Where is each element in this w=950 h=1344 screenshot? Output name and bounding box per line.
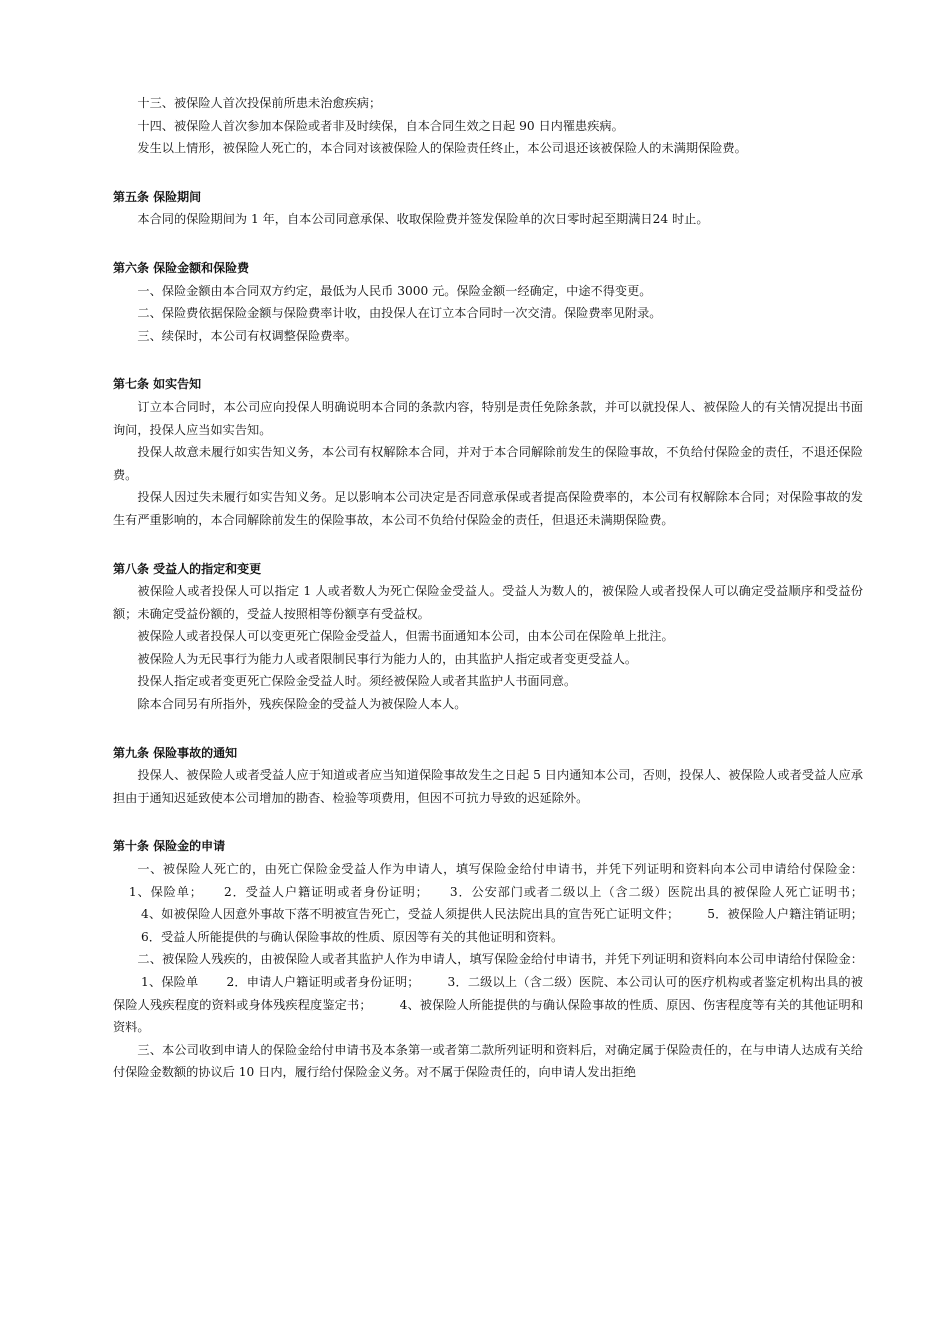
article-10-item-1 xyxy=(113,858,863,948)
article-10-item-2-doc-3: 3．二级以上（含二级）医院、本公司认可的医疗机构或者鉴定机构出具的被保险人残疾程度的资料或身体残疾程度鉴定书； xyxy=(113,975,863,1012)
article-7-paragraph-3: 投保人因过失未履行如实告知义务。足以影响本公司决定是否同意承保或者提高保险费率的，本公司有权解除本合同；对保险事故的发生有严重影响的，本合同解除前发生的保险事故，本公司不负给付保险金的责任，但退还未满期保险费。 xyxy=(113,490,863,527)
article-10-item-1-doc-3: 3．公安部门或者二级以上（含二级）医院出具的被保险人死亡证明书； xyxy=(449,884,863,899)
article-10-item-2-doc-2: 2．申请人户籍证明或者身份证明； xyxy=(226,975,420,989)
article-7-paragraph-2: 投保人故意未履行如实告知义务，本公司有权解除本合同，并对于本合同解除前发生的保险事故，不负给付保险金的责任，不退还保险费。 xyxy=(113,445,863,482)
article-8-paragraph-2: 被保险人或者投保人可以变更死亡保险金受益人，但需书面通知本公司，由本公司在保险单上批注。 xyxy=(137,629,674,644)
article-10-item-2-text: 二、被保险人残疾的，由被保险人或者其监护人作为申请人，填写保险金给付申请书，并凭下列证明和资料向本公司申请给付保险金： xyxy=(137,952,863,967)
article-10-heading: 第十条 保险金的申请 xyxy=(113,839,226,854)
article-7-paragraph-1: 订立本合同时，本公司应向投保人明确说明本合同的条款内容，特别是责任免除条款，并可以就投保人、被保险人的有关情况提出书面询问，投保人应当如实告知。 xyxy=(113,399,863,437)
article-8-paragraph-5: 除本合同另有所指外，残疾保险金的受益人为被保险人本人。 xyxy=(137,697,467,712)
article-5-paragraph-1: 本合同的保险期间为 1 年，自本公司同意承保、收取保险费并签发保险单的次日零时起至期满日24 时止。 xyxy=(137,212,709,227)
article-10-item-1-doc-4: 4、如被保险人因意外事故下落不明被宣告死亡，受益人须提供人民法院出具的宣告死亡证明文件； xyxy=(141,907,680,922)
article-10-item-1-text: 一、被保险人死亡的，由死亡保险金受益人作为申请人，填写保险金给付申请书，并凭下列证明和资料向本公司申请给付保险金： xyxy=(137,862,863,877)
article-10-item-1-doc-1: 1、保险单； xyxy=(128,884,202,899)
article-10-item-1-doc-5: 5．被保险人户籍注销证明； xyxy=(707,907,863,922)
article-8-heading: 第八条 受益人的指定和变更 xyxy=(113,561,262,576)
article-10-item-3: 三、本公司收到申请人的保险金给付申请书及本条第一或者第二款所列证明和资料后，对确定属于保险责任的，在与申请人达成有关给付保险金数额的协议后 10 日内，履行给付保险金义务。对不属于保险责任的，向申请人发出拒绝 xyxy=(113,1042,863,1080)
article-8-paragraph-4: 投保人指定或者变更死亡保险金受益人时。须经被保险人或者其监护人书面同意。 xyxy=(137,674,577,689)
article-9-heading: 第九条 保险事故的通知 xyxy=(113,745,238,760)
article-10-item-2-doc-4: 4、被保险人所能提供的与确认保险事故的性质、原因、伤害程度等有关的其他证明和资料。 xyxy=(113,997,864,1035)
article-8-paragraph-3: 被保险人为无民事行为能力人或者限制民事行为能力人的，由其监护人指定或者变更受益人。 xyxy=(137,651,638,666)
article-9-paragraph-1: 投保人、被保险人或者受益人应于知道或者应当知道保险事故发生之日起 5 日内通知本公司，否则，投保人、被保险人或者受益人应承担由于通知迟延致使本公司增加的勘杳、检验等项费用，但因不可抗力导致的迟延除外。 xyxy=(113,768,863,805)
article-8-paragraph-1: 被保险人或者投保人可以指定 1 人或者数人为死亡保险金受益人。受益人为数人的，被保险人或者投保人可以确定受益顺序和受益份额；未确定受益份额的，受益人按照相等份额享有受益权。 xyxy=(113,584,863,621)
article-10-item-1-doc-2: 2．受益人户籍证明或者身份证明； xyxy=(223,884,428,899)
article-10-item-2-doc-1: 1、保险单 xyxy=(141,975,199,989)
article-6-paragraph-1: 一、保险金额由本合同双方约定，最低为人民币 3000 元。保险金额一经确定，中途不得变更。 xyxy=(137,283,652,298)
article-10-item-2 xyxy=(113,948,863,1038)
article-6-paragraph-2: 二、保险费依据保险金额与保险费率计收，由投保人在订立本合同时一次交清。保险费率见附录。 xyxy=(137,306,662,321)
article-7-heading: 第七条 如实告知 xyxy=(113,377,202,392)
document-page xyxy=(113,92,863,1084)
article-5-heading: 第五条 保险期间 xyxy=(113,189,202,204)
intro-paragraph-2: 十四、被保险人首次参加本保险或者非及时续保，自本合同生效之日起 90 日内罹患疾病。 xyxy=(137,118,624,133)
article-6-paragraph-3: 三、续保时，本公司有权调整保险费率。 xyxy=(137,328,357,343)
intro-paragraph-3: 发生以上情形，被保险人死亡的，本合同对该被保险人的保险责任终止，本公司退还该被保险人的未满期保险费。 xyxy=(137,141,747,156)
intro-paragraph-1: 十三、被保险人首次投保前所患未治愈疾病； xyxy=(137,96,382,110)
article-6-heading: 第六条 保险金额和保险费 xyxy=(113,260,250,275)
article-10-item-1-doc-6: 6．受益人所能提供的与确认保险事故的性质、原因等有关的其他证明和资料。 xyxy=(141,929,564,944)
